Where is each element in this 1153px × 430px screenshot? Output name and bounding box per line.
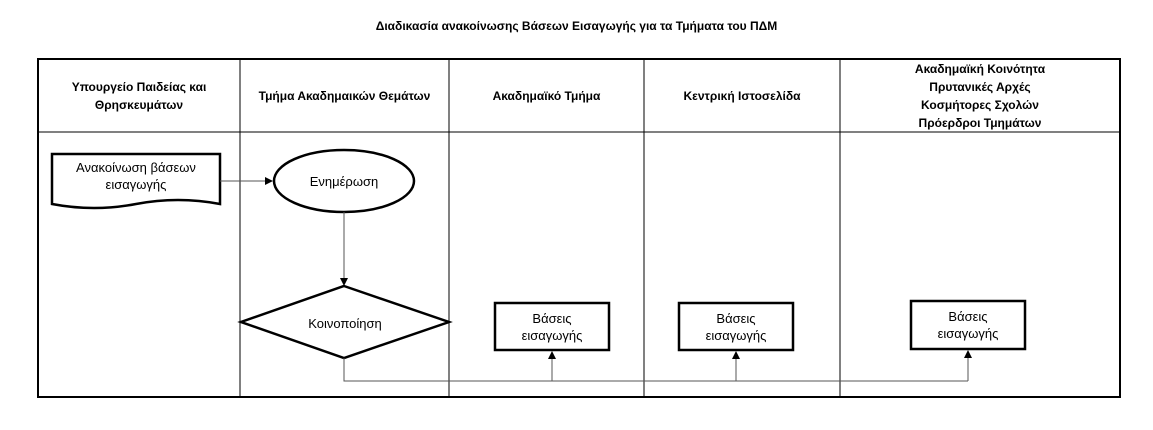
notification-label: Κοινοποίηση xyxy=(308,315,382,331)
lane-header-academic-department: Ακαδημαϊκό Τμήμα xyxy=(492,88,601,103)
base-community-label: Βάσεις εισαγωγής xyxy=(937,309,999,341)
base-dept-label: Βάσεις εισαγωγής xyxy=(521,310,583,343)
lane-header-central-website: Κεντρική Ιστοσελίδα xyxy=(683,88,801,103)
diagram-title: Διαδικασία ανακοίνωσης Βάσεων Εισαγωγής για τα Τμήματα του ΠΔΜ xyxy=(375,19,778,33)
lane-header-ministry: Υπουργείο Παιδείας και Θρησκευμάτων xyxy=(71,79,207,112)
distribution-line xyxy=(344,358,968,381)
base-web-label: Βάσεις εισαγωγής xyxy=(705,310,767,343)
update-label: Ενημέρωση xyxy=(309,173,379,189)
announcement-label: Ανακοίνωση βάσεων εισαγωγής xyxy=(76,160,196,192)
lane-header-academic-community: Ακαδημαϊκή Κοινότητα Πρυτανικές Αρχές Κοσμήτορες Σχολών Πρόερδροι Τμημάτων xyxy=(914,61,1046,130)
lane-header-academic-affairs: Τμήμα Ακαδημαικών Θεμάτων xyxy=(258,88,431,103)
